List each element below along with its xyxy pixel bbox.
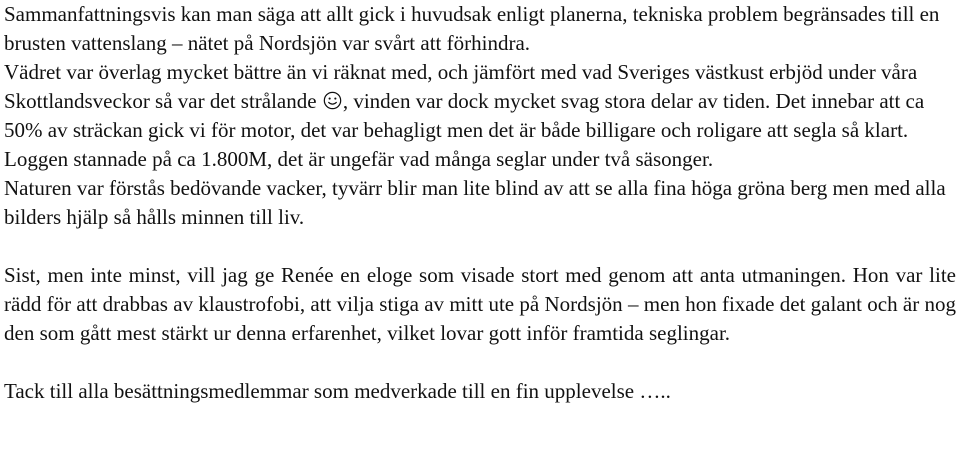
paragraph-thanks-renee: Sist, men inte minst, vill jag ge Renée en eloge som visade stort med genom att anta utmaningen. Hon var lite rädd för att drabbas av klaustrofobi, att vilja stiga av mitt ute på Nordsjön – men hon fixade det galant och är nog den som gått mest stärkt ur denna erfarenhet, vilket lovar gott inför framtida seglingar. — [4, 263, 956, 345]
paragraph-nature: Naturen var förstås bedövande vacker, tyvärr blir man lite blind av att se alla fina höga gröna berg men med alla bilders hjälp så hålls minnen till liv. — [4, 176, 946, 229]
paragraph-spacer — [4, 232, 956, 261]
paragraph-weather-text-end: , vinden var dock mycket svag stora delar av tiden. Det innebar att ca 50% av sträckan gick vi för motor, det var behagligt men det är både billigare och roligare att segla så klart. Loggen stannade på ca 1.800M, det är ungefär vad många seglar under två säsonger. — [4, 89, 925, 171]
smiling-face-icon — [323, 91, 342, 110]
paragraph-spacer — [4, 348, 956, 377]
paragraph-thanks-crew: Tack till alla besättningsmedlemmar som medverkade till en fin upplevelse ….. — [4, 379, 671, 403]
paragraph-summary: Sammanfattningsvis kan man säga att allt gick i huvudsak enligt planerna, tekniska problem begränsades till en brusten vattenslang – nätet på Nordsjön var svårt att förhindra. — [4, 2, 940, 55]
document-page — [4, 0, 956, 406]
paragraph-weather — [4, 58, 956, 174]
paragraph-weather-text-start: Vädret var överlag mycket bättre än vi räknat med, och jämfört med vad Sveriges västkust erbjöd under våra Skottlandsveckor så var det strålande — [4, 60, 918, 113]
